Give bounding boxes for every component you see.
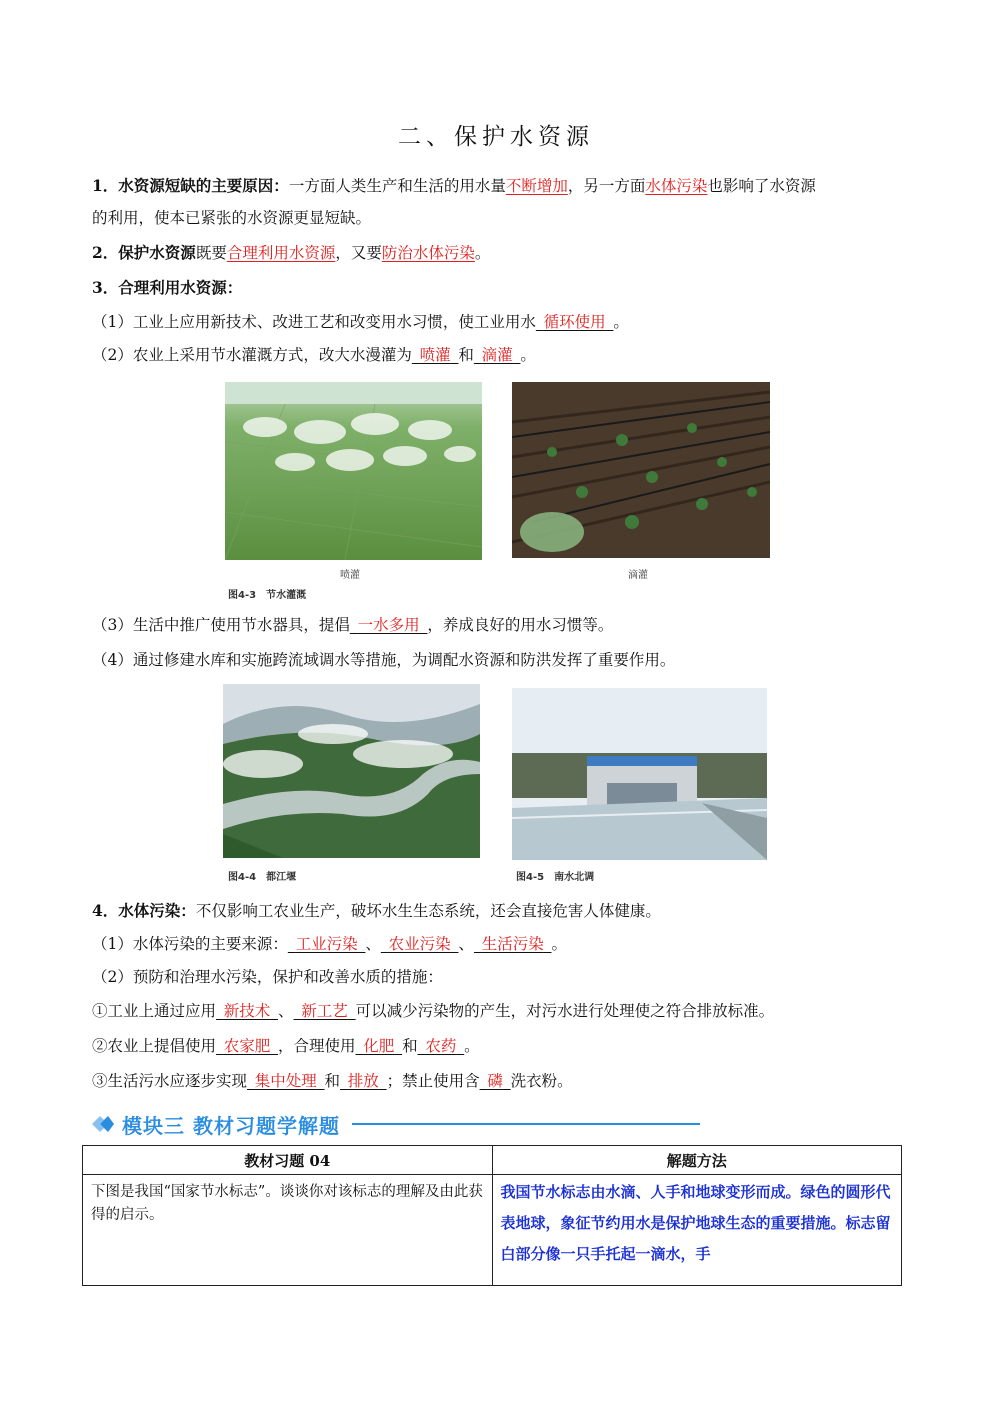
text: 。 <box>520 346 536 364</box>
section-4-line <box>92 900 912 922</box>
text: 、 <box>458 935 474 953</box>
exercise-header: 教材习题 04 <box>83 1146 493 1175</box>
text: ，另一方面 <box>567 177 646 195</box>
section-3-heading-line <box>92 277 912 299</box>
section-2-number: 2． <box>92 243 119 262</box>
measure-3: ③生活污水应逐步实现_集中处理_和_排放_；禁止使用含_磷_洗衣粉。 <box>92 1072 573 1090</box>
measure-1: ①工业上通过应用_新技术_、_新工艺_可以减少污染物的产生，对污水进行处理使之符合排放标准。 <box>92 1002 775 1020</box>
section-3-item-3: （3）生活中推广使用节水器具，提倡_一水多用_，养成良好的用水习惯等。 <box>92 616 614 634</box>
section-3-heading: 合理利用水资源： <box>118 278 243 297</box>
answer-blank: 工业污染 <box>295 935 358 953</box>
south-north-water-diversion-photo <box>512 688 767 860</box>
section-1-line-1 <box>92 175 912 197</box>
method-answer: 我国节水标志由水滴、人手和地球变形而成。绿色的圆形代表地球，象征节约用水是保护地球生态的重要措施。标志留白部分像一只手托起一滴水，手 <box>492 1175 902 1286</box>
measure-2: ②农业上提倡使用_农家肥_，合理使用_化肥_和_农药_。 <box>92 1037 480 1055</box>
exercise-table <box>82 1145 902 1286</box>
text: （2）农业上采用节水灌溉方式，改大水漫灌为 <box>92 346 412 364</box>
text: 洗衣粉。 <box>510 1072 573 1090</box>
text: （1）工业上应用新技术、改进工艺和改变用水习惯，使工业用水 <box>92 313 536 331</box>
text: 既要 <box>195 244 227 262</box>
answer-blank: 磷 <box>487 1072 503 1090</box>
answer-blank: 农业污染 <box>388 935 451 953</box>
answer-blank: 新工艺 <box>301 1002 348 1020</box>
section-1-heading: 水资源短缺的主要原因： <box>118 176 289 195</box>
text: 、 <box>365 935 381 953</box>
text: （1）水体污染的主要来源： <box>92 935 288 953</box>
answer-blank: 化肥 <box>363 1037 395 1055</box>
exercise-question: 下图是我国“国家节水标志”。谈谈你对该标志的理解及由此获得的启示。 <box>83 1175 493 1286</box>
text: ，养成良好的用水习惯等。 <box>427 616 614 634</box>
module-title: 模块三 教材习题学解题 <box>122 1113 340 1138</box>
figure-label-sprinkler: 喷灌 <box>340 570 360 581</box>
text: 和 <box>402 1037 418 1055</box>
section-4-heading: 水体污染： <box>118 901 196 920</box>
text: 。 <box>613 313 629 331</box>
page-title: 二、保护水资源 <box>398 124 594 150</box>
drip-irrigation-photo <box>512 382 770 558</box>
text: ②农业上提倡使用 <box>92 1037 217 1055</box>
text: 可以减少污染物的产生，对污水进行处理使之符合排放标准。 <box>355 1002 775 1020</box>
text: ①工业上通过应用 <box>92 1002 217 1020</box>
method-header: 解题方法 <box>492 1146 902 1175</box>
section-1-line-2: 的利用，使本已紧张的水资源更显短缺。 <box>92 209 372 227</box>
section-3-item-2: （2）农业上采用节水灌溉方式，改大水漫灌为_喷灌_和_滴灌_。 <box>92 346 536 364</box>
figure-caption-4-4: 图4-4 都江堰 <box>228 872 297 883</box>
answer-blank: 防治水体污染 <box>381 244 475 262</box>
text: ③生活污水应逐步实现 <box>92 1072 248 1090</box>
text: 和 <box>324 1072 341 1090</box>
text: 。 <box>474 244 491 262</box>
answer-blank: 滴灌 <box>481 346 513 364</box>
figure-label-drip: 滴灌 <box>628 570 648 581</box>
section-3-item-4: （4）通过修建水库和实施跨流域调水等措施，为调配水资源和防洪发挥了重要作用。 <box>92 651 676 669</box>
answer-blank: 合理利用水资源 <box>226 244 336 262</box>
section-4-number: 4． <box>92 901 119 920</box>
answer-blank: 循环使用 <box>543 313 606 331</box>
figure-caption-4-3: 图4-3 节水灌溉 <box>228 590 307 601</box>
double-chevron-icon <box>90 1114 116 1134</box>
answer-blank: 集中处理 <box>254 1072 317 1090</box>
answer-blank: 不断增加 <box>505 177 568 195</box>
module-header <box>90 1110 700 1138</box>
answer-blank: 一水多用 <box>357 616 420 634</box>
answer-blank: 喷灌 <box>419 346 451 364</box>
figure-caption-4-5: 图4-5 南水北调 <box>516 872 595 883</box>
text: 也影响了水资源 <box>707 177 816 195</box>
answer-blank: 农家肥 <box>223 1037 271 1055</box>
answer-blank: 新技术 <box>223 1002 271 1020</box>
section-2-heading: 保护水资源 <box>118 243 196 262</box>
section-3-item-1: （1）工业上应用新技术、改进工艺和改变用水习惯，使工业用水_循环使用_。 <box>92 313 629 331</box>
answer-blank: 水体污染 <box>645 177 708 195</box>
answer-blank: 排放 <box>347 1072 379 1090</box>
text: ，又要 <box>335 244 382 262</box>
section-3-number: 3． <box>92 278 119 297</box>
section-4-item-2: （2）预防和治理水污染，保护和改善水质的措施： <box>92 968 443 986</box>
section-1-number: 1． <box>92 176 119 195</box>
text: ；禁止使用含 <box>386 1072 480 1090</box>
text: （3）生活中推广使用节水器具，提倡 <box>92 616 350 634</box>
answer-blank: 生活污染 <box>481 935 544 953</box>
section-4-item-1: （1）水体污染的主要来源：_工业污染_、_农业污染_、_生活污染_。 <box>92 935 567 953</box>
text: 。 <box>464 1037 480 1055</box>
module-divider <box>352 1123 700 1125</box>
text: 。 <box>551 935 567 953</box>
sprinkler-irrigation-photo <box>225 382 482 560</box>
text: 、 <box>278 1002 294 1020</box>
section-2-line <box>92 242 912 264</box>
text: 一方面人类生产和生活的用水量 <box>288 177 506 195</box>
text: 不仅影响工农业生产，破坏水生生态系统，还会直接危害人体健康。 <box>195 902 661 920</box>
dujiangyan-photo <box>223 684 480 858</box>
text: 和 <box>458 346 474 364</box>
text: ，合理使用 <box>278 1037 356 1055</box>
answer-blank: 农药 <box>425 1037 457 1055</box>
